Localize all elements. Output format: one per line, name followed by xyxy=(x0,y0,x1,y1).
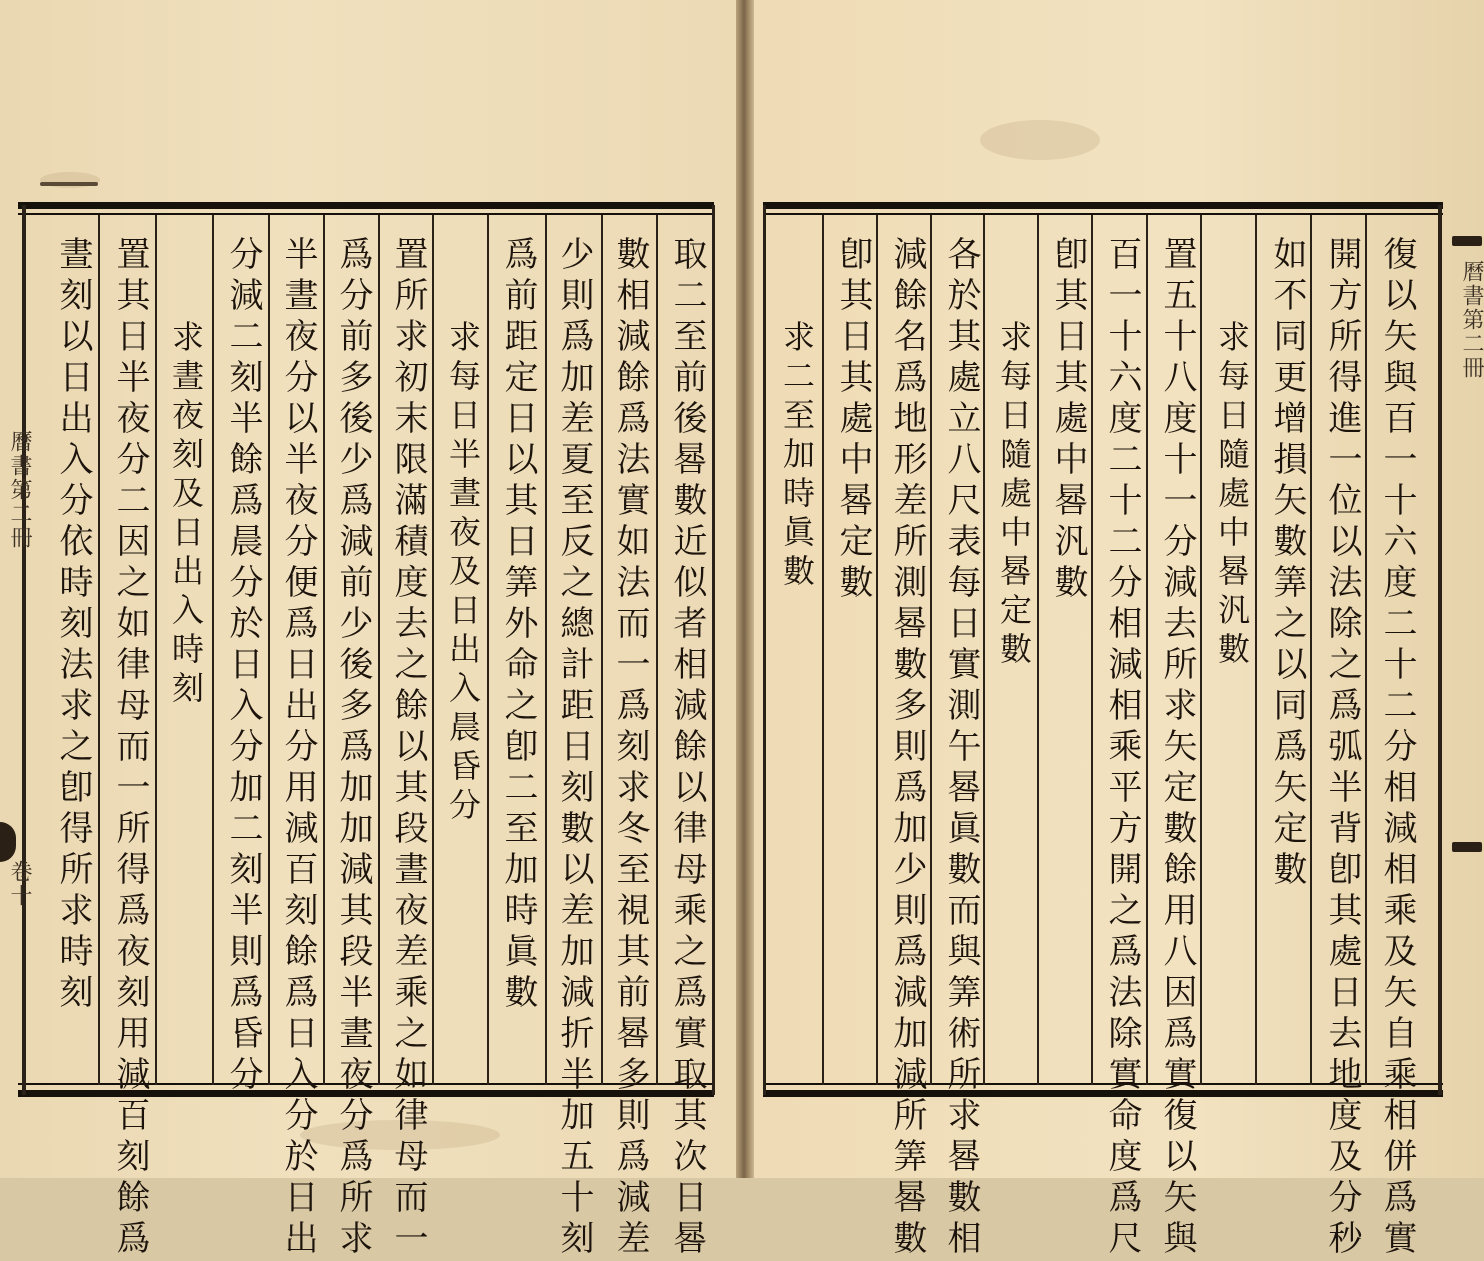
left-frame-top-inner-rule xyxy=(18,213,714,215)
column-divider xyxy=(323,215,325,1085)
text-column: 如不同更增損矢數筭之以同爲矢定數 xyxy=(1267,236,1307,892)
column-divider xyxy=(98,215,100,1085)
column-divider xyxy=(822,215,824,1085)
text-column: 置其日半夜分二因之如律母而一所得爲夜刻用減百刻餘爲 xyxy=(110,236,150,1261)
text-column: 數相減餘爲法實如法而一爲刻求冬至視其前晷多則爲減差 xyxy=(610,236,650,1261)
left-frame-outer-left-rule xyxy=(22,205,26,1095)
text-column: 晝刻以日出入分依時刻法求之卽得所求時刻 xyxy=(53,236,93,1015)
text-column: 置五十八度十一分減去所求矢定數餘用八因爲實復以矢與 xyxy=(1157,236,1197,1261)
text-column: 爲分前多後少爲減前少後多爲加加減其段半晝夜分爲所求 xyxy=(333,236,373,1261)
column-divider xyxy=(1091,215,1093,1085)
column-divider xyxy=(983,215,985,1085)
column-divider xyxy=(155,215,157,1085)
column-divider xyxy=(487,215,489,1085)
column-divider xyxy=(1255,215,1257,1085)
column-divider xyxy=(378,215,380,1085)
column-divider xyxy=(268,215,270,1085)
section-heading: 求二至加時眞數 xyxy=(778,320,816,593)
column-divider xyxy=(1365,215,1367,1085)
right-frame-top-inner-rule xyxy=(763,213,1443,215)
edge-title-label: 曆書第二冊 xyxy=(7,430,32,550)
right-frame-left-rule xyxy=(763,205,766,1095)
right-frame-top-rule xyxy=(763,202,1443,209)
column-divider xyxy=(1200,215,1202,1085)
column-divider xyxy=(1146,215,1148,1085)
text-column: 開方所得進一位以法除之爲弧半背卽其處日去地度及分秒 xyxy=(1322,236,1362,1261)
column-divider xyxy=(1310,215,1312,1085)
text-column: 復以矢與百一十六度二十二分相減相乘及矢自乘相併爲實 xyxy=(1377,236,1417,1261)
text-column: 分減二刻半餘爲晨分於日入分加二刻半則爲昏分 xyxy=(223,236,263,1097)
text-column: 半晝夜分以半夜分便爲日出分用減百刻餘爲日入分於日出 xyxy=(278,236,318,1261)
paper-stain xyxy=(980,120,1100,160)
section-heading: 求每日隨處中晷汎數 xyxy=(1213,320,1251,671)
book-gutter xyxy=(736,0,754,1178)
text-column: 百一十六度二十二分相減相乘平方開之爲法除實命度爲尺 xyxy=(1102,236,1142,1261)
column-divider xyxy=(656,215,658,1085)
right-frame-outer-right-rule xyxy=(1438,205,1442,1095)
section-heading: 求晝夜刻及日出入時刻 xyxy=(167,320,205,710)
text-column: 爲前距定日以其日筭外命之卽二至加時眞數 xyxy=(498,236,538,1015)
ink-smudge xyxy=(40,182,98,186)
text-column: 置所求初末限滿積度去之餘以其段晝夜差乘之如律母而一 xyxy=(388,236,428,1261)
fishtail-mark xyxy=(1452,236,1482,246)
section-heading: 求每日半晝夜及日出入晨昏分 xyxy=(444,320,482,827)
column-divider xyxy=(1037,215,1039,1085)
column-divider xyxy=(930,215,932,1085)
text-column: 各於其處立八尺表每日實測午晷眞數而與筭術所求晷數相 xyxy=(941,236,981,1261)
text-column: 減餘名爲地形差所測晷數多則爲加少則爲減加減所筭晷數 xyxy=(887,236,927,1261)
text-column: 卽其日其處中晷定數 xyxy=(833,236,873,605)
column-divider xyxy=(876,215,878,1085)
column-divider xyxy=(545,215,547,1085)
fishtail-mark xyxy=(1452,842,1482,852)
left-frame-right-rule xyxy=(712,205,715,1095)
column-divider xyxy=(432,215,434,1085)
column-divider xyxy=(601,215,603,1085)
section-heading: 求每日隨處中晷定數 xyxy=(995,320,1033,671)
text-column: 取二至前後晷數近似者相減餘以律母乘之爲實取其次日晷 xyxy=(667,236,707,1261)
column-divider xyxy=(212,215,214,1085)
edge-title-label: 曆書第二冊 xyxy=(1459,260,1484,380)
text-column: 少則爲加差夏至反之總計距日刻數以差加減折半加五十刻 xyxy=(554,236,594,1261)
folio-label: 卷十 xyxy=(7,860,32,908)
left-frame-top-rule xyxy=(18,202,714,209)
text-column: 卽其日其處中晷汎數 xyxy=(1048,236,1088,605)
